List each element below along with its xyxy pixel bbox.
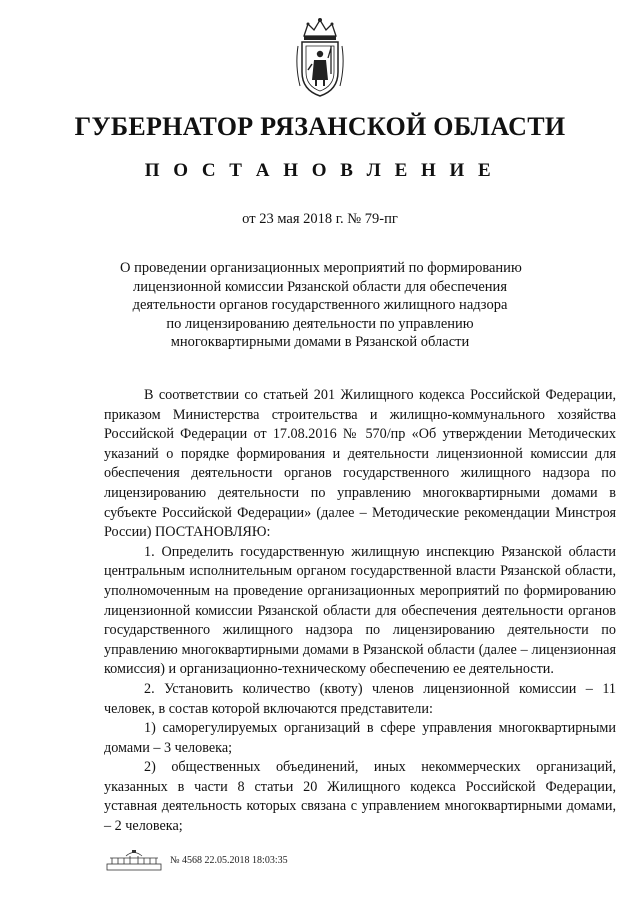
document-body (104, 386, 616, 837)
registration-number: № 4568 22.05.2018 18:03:35 (170, 854, 288, 866)
document-subject (120, 259, 520, 352)
subject-line: по лицензированию деятельности по управлению (166, 315, 474, 332)
subject-line: деятельности органов государственного жилищного надзора (132, 297, 508, 314)
item-2-1-paragraph: 1) саморегулируемых организаций в сфере управления многоквартирными домами – 3 человека; (104, 720, 616, 756)
authority-title: ГУБЕРНАТОР РЯЗАНСКОЙ ОБЛАСТИ (74, 112, 566, 141)
electronic-document-stamp-icon (106, 849, 162, 871)
ryazan-coat-of-arms-icon (294, 16, 346, 100)
subject-line: лицензионной комиссии Рязанской области для обеспечения (133, 278, 507, 295)
preamble-paragraph: В соответствии со статьей 201 Жилищного кодекса Российской Федерации, приказом Министерства строительства и жилищно-коммунального хозяйства Российской Федерации от 17.08.2016 № 570/пр «Об утверждении Методических указаний о порядке формирования и деятельности лицензионной комиссии для обеспечения деятельности органов государственного жилищного надзора по лицензированию деятельности по управлению многоквартирными домами в субъекте Российской Федерации» (далее – Методические рекомендации Минстроя России) ПОСТАНОВЛЯЮ: (104, 387, 616, 541)
subject-line: О проведении организационных мероприятий по формированию (120, 260, 522, 276)
subject-line: многоквартирными домами в Рязанской области (170, 334, 470, 351)
item-2-paragraph: 2. Установить количество (квоту) членов лицензионной комиссии – 11 человек, в состав которой включаются представители: (104, 680, 616, 717)
item-1-paragraph: 1. Определить государственную жилищную инспекцию Рязанской области центральным исполнительным органом государственной власти Рязанской области, уполномоченным на проведение организационных мероприятий по формированию лицензионной комиссии Рязанской области для обеспечения деятельности органов государственного жилищного надзора по лицензированию деятельности по управлению многоквартирными домами в Рязанской области (далее – лицензионная комиссия) и организационно-техническому обеспечению ее деятельности. (104, 543, 616, 678)
document-date-number: от 23 мая 2018 г. № 79-пг (242, 211, 398, 227)
document-type: П О С Т А Н О В Л Е Н И Е (144, 160, 496, 181)
item-2-2-paragraph: 2) общественных объединений, иных некоммерческих организаций, указанных в части 8 статьи 20 Жилищного кодекса Российской Федерации, уставная деятельность которых связана с управлением многоквартирными домами, – 2 человека; (104, 759, 616, 835)
registration-footer (106, 848, 406, 872)
